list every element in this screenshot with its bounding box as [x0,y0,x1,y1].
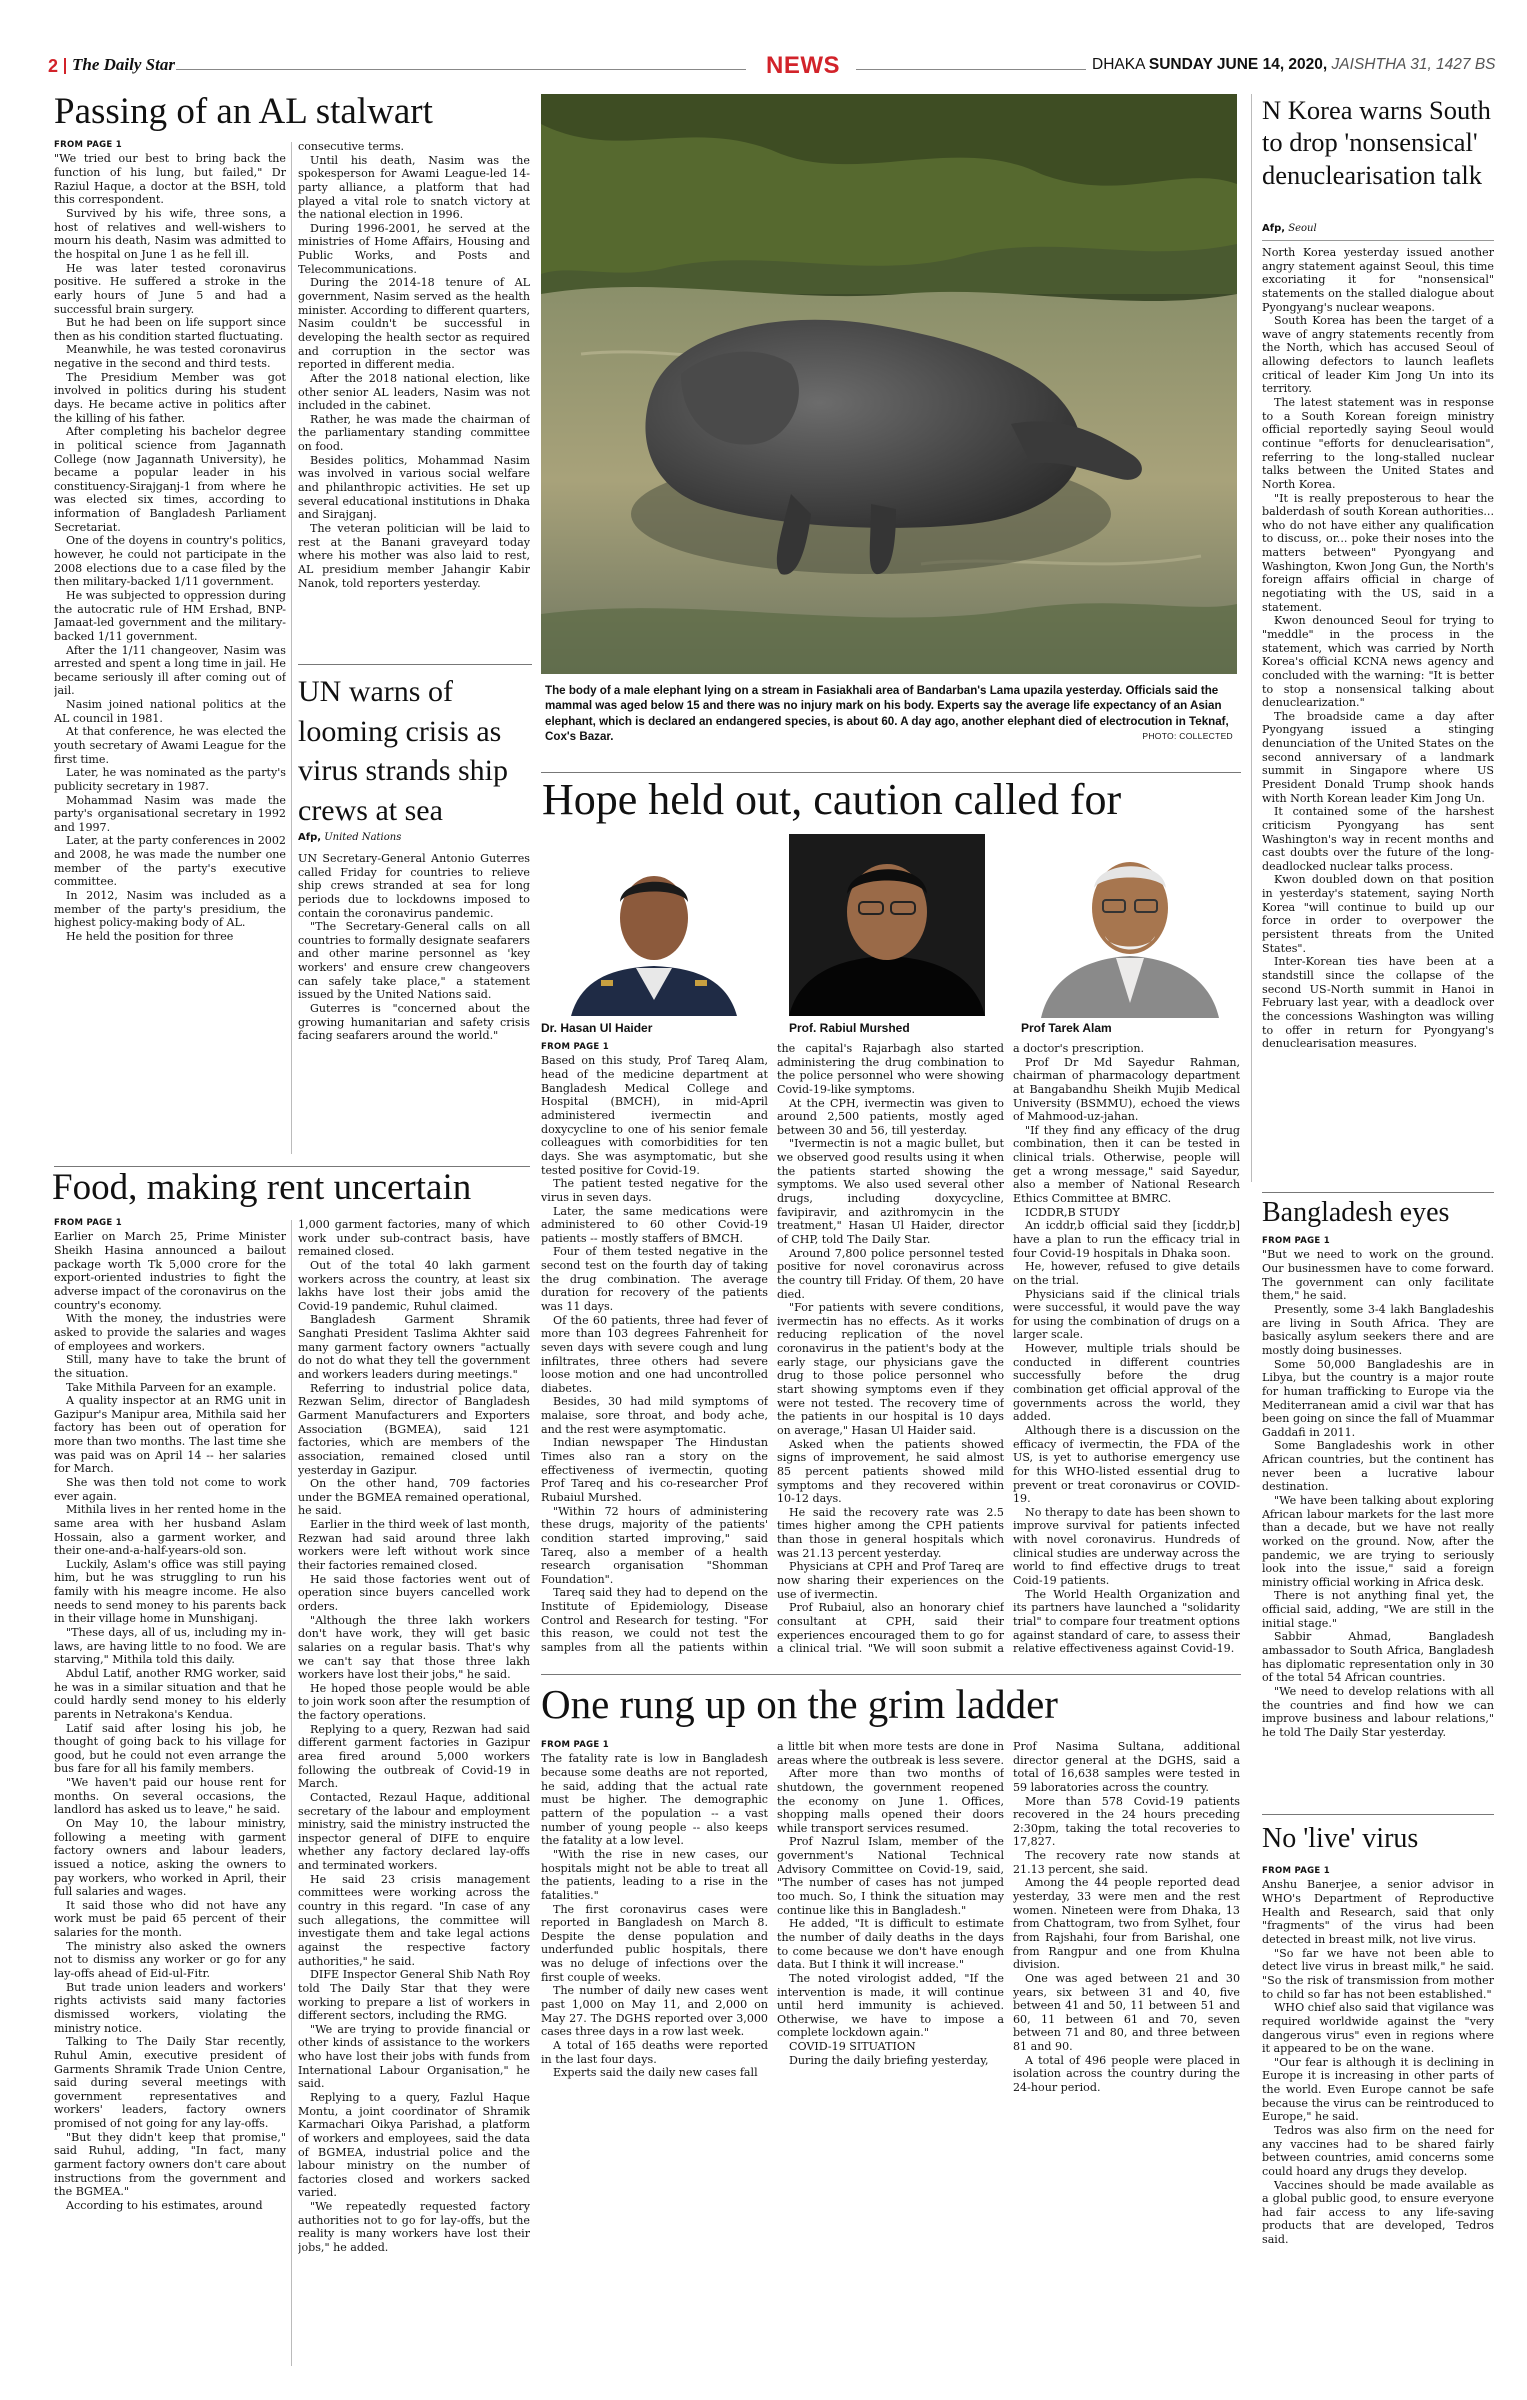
photo-caption-text: The body of a male elephant lying on a stream in Fasiakhali area of Bandarban's Lama upazila yesterday. Officials said the mammal was aged below 15 and there was no injury mark on his body. Experts say the average life expectancy of an Asian elephant, which is declared an endangered species, is about 60. A day ago, another elephant died of electrocution in Teknaf, Cox's Bazar. [545,684,1229,743]
grim-col3 [1013,1740,1240,2366]
paragraph: After the 2018 national election, like other senior AL leaders, Nasim was not included in the cabinet. [298,371,530,413]
paragraph: Referring to industrial police data, Rezwan Selim, director of Bangladesh Garment Manufacturers and Exporters Association (BGMEA), said 121 factories, which are members of the association, remained closed until yesterday in Gazipur. [298,1381,530,1477]
un-crisis-byline [298,832,401,843]
section-rule [298,664,532,665]
food-text-1 [54,1230,286,2212]
from-page-label: FROM PAGE 1 [1262,1236,1330,1246]
paragraph: The ministry also asked the owners not to dismiss any worker or go for any lay-offs ahead of Eid-ul-Fitr. [54,1939,286,1981]
section-rule [541,772,1241,773]
nkorea-byline [1262,223,1317,234]
paragraph: Some 50,000 Bangladeshis are in Libya, but the country is a major route for human trafficking to Europe via the Mediterranean amid a civil war that has been going on since the fall of Muammar Gaddafi in 2011. [1262,1357,1494,1439]
paragraph: WHO chief also said that vigilance was required worldwide against the "very dangerous virus" even in regions where it appeared to be on the wane. [1262,2001,1494,2056]
section-rule [1262,1192,1494,1193]
paragraph: Earlier on March 25, Prime Minister Sheikh Hasina announced a bailout package worth Tk 5,000 crore for the export-oriented industries to fight the adverse impact of the coronavirus on the country's economy. [54,1230,286,1312]
paragraph: "Within 72 hours of administering these drugs, majority of the patients' condition started improving," said Tareq, also a member of a health research organisation "Shomman Foundation". [541,1504,768,1586]
paragraph: the capital's Rajarbagh also started administering the drug combination to the police personnel who were showing Covid-19-like symptoms. [777,1042,1004,1096]
page-header [48,52,1496,82]
paragraph: There is not anything final yet, the official said, adding, "We are still in the initial stage." [1262,1589,1494,1630]
paragraph: "The Secretary-General calls on all countries to formally designate seafarers and other marine personnel as 'key workers' and ensure crew changeovers can safely take place," a statement issued by the United Nations said. [298,920,530,1002]
grim-text-3 [1013,1740,1240,2095]
paragraph: The latest statement was in response to a South Korean foreign ministry official reportedly saying Seoul would continue "efforts for denuclearisation", referring to the long-stalled nuclear talks between the United States and North Korea. [1262,396,1494,491]
al-stalwart-headline: Passing of an AL stalwart [54,91,433,132]
photo-caption [545,683,1233,767]
nkorea-body [1262,246,1494,1188]
paragraph: Later, he was nominated as the party's publicity secretary in 1987. [54,766,286,793]
paragraph: "We are trying to provide financial or other kinds of assistance to the workers who have lost their jobs with funds from International Labour Organisation," he said. [298,2022,530,2091]
no-live-headline: No 'live' virus [1262,1823,1419,1854]
paragraph: COVID-19 SITUATION [789,2040,916,2054]
paragraph: Replying to a query, Fazlul Haque Montu, a joint coordinator of Shramik Karmachari Oikya Parishad, a platform of workers and employees, said the data of BGMEA, industrial police and the labour ministry on the number of factories closed and workers sacked varied. [298,2091,530,2200]
header-divider [64,58,66,74]
portrait-alam [1021,828,1239,1018]
paragraph: It contained some of the harshest criticism Pyongyang has sent Washington's way in recent months and cast doubts over the future of the long-deadlocked nuclear talks process. [1262,805,1494,873]
photo-credit: PHOTO: COLLECTED [1142,730,1233,741]
paragraph: Kwon doubled down on that position in yesterday's statement, saying North Korea "will continue to build up our force in order to overpower the persistent threats from the United States". [1262,873,1494,955]
paragraph: But he had been on life support since then as his condition started fluctuating. [54,316,286,343]
paragraph: Mithila lives in her rented home in the same area with her husband Aslam Hossain, also a garment worker, and their one-and-a-half-years-old son. [54,1503,286,1558]
paragraph: "It is really preposterous to hear the balderdash of south Korean authorities... who do not have either any qualification to discuss, or... poke their noses into the matters between" Pyongyang and Washington, Kwon Jong Gun, the North's foreign affairs official in charge of negotiating with the US, said in a statement. [1262,491,1494,614]
nkorea-text [1262,246,1494,1051]
paragraph: The Presidium Member was got involved in politics during his student days. He became active in politics after the killing of his father. [54,370,286,425]
paragraph: Later, the same medications were administered to 60 other Covid-19 patients -- mostly staffers of BMCH. [541,1204,768,1245]
paragraph: Rather, he was made the chairman of the parliamentary standing committee on food. [298,412,530,454]
paragraph: Out of the total 40 lakh garment workers across the country, at least six lakhs have lost their jobs amid the Covid-19 pandemic, Ruhul claimed. [298,1258,530,1313]
paragraph: Contacted, Rezaul Haque, additional secretary of the labour and employment ministry, said the ministry instructed the inspector general of DIFE to enquire whether any factory declared lay-offs and terminated workers. [298,1790,530,1873]
paragraph: One was aged between 21 and 30 years, six between 31 and 40, five between 41 and 50, 11 between 51 and 60, 11 between 61 and 70, seven between 71 and 80, and three between 81 and 90. [1013,1971,1240,2054]
paragraph: "With the rise in new cases, our hospitals might not be able to treat all the patients, leading to a rise in the fatalities." [541,1847,768,1902]
paragraph: Around 7,800 police personnel tested positive for novel coronavirus across the country till Friday. Of them, 20 have died. [777,1246,1004,1301]
paragraph: Although there is a discussion on the efficacy of ivermectin, the FDA of the US, is yet to authorise emergency use for this WHO-listed essential drug to prevent or treat coronavirus or COVID-19. [1013,1423,1240,1506]
paragraph: However, multiple trials should be conducted in different countries successfully before the drug combination get official approval of the governments across the world, they added. [1013,1342,1240,1424]
paragraph: Bangladesh Garment Shramik Sanghati President Taslima Akhter said many garment factory owners "actually do not do what they tell the government and workers leaders during meetings." [298,1313,530,1382]
paragraph: But trade union leaders and workers' rights activists said many factories dismissed workers, violating the ministry notice. [54,1980,286,2035]
paragraph: Some Bangladeshis work in other African countries, but the continent has never been a lucrative labour destination. [1262,1439,1494,1494]
paragraph: North Korea yesterday issued another angry statement against Seoul, this time excoriating it for "nonsensical" statements on the stalled dialogue about Pyongyang's nuclear weapons. [1262,246,1494,314]
paragraph: a doctor's prescription. [1013,1042,1145,1055]
paragraph: "We repeatedly requested factory authorities not to go for lay-offs, but the reality is many workers have lost their jobs," he added. [298,2200,530,2255]
section-rule [1262,1814,1494,1815]
paragraph: In 2012, Nasim was included as a member of the party's presidium, the highest policy-making body of AL. [54,889,286,930]
paragraph: During the daily briefing yesterday, [789,2053,989,2067]
hope-text-3 [1013,1042,1240,1654]
paragraph: UN Secretary-General Antonio Guterres called Friday for countries to relieve ship crews stranded at sea for long periods due to lockdowns imposed to contain the coronavirus pandemic. [298,852,530,920]
from-page-label: FROM PAGE 1 [541,1740,609,1750]
elephant-photo-image [541,94,1237,674]
paragraph: "But they didn't keep that promise," said Ruhul, adding, "In fact, many garment factory owners don't care about instructions from the government and the BGMEA." [54,2130,286,2199]
from-page-label: FROM PAGE 1 [54,140,122,150]
paragraph: He added, "It is difficult to estimate the number of daily deaths in the days to come because we don't have enough data. But I think it will increase." [777,1917,1004,1972]
paragraph: With the money, the industries were asked to provide the salaries and wages of employees and workers. [54,1312,286,1353]
byline-agency: Afp, [298,832,322,843]
paragraph: "So far we have not been able to detect live virus in breast milk," he said. "So the risk of transmission from mother to child so far has not been established." [1262,1946,1494,2001]
dateline-place: DHAKA [1092,56,1145,73]
paragraph: A total of 165 deaths were reported in the last four days. [541,2038,768,2066]
hope-headline: Hope held out, caution called for [542,775,1122,824]
un-crisis-headline: UN warns of looming crisis as virus strands ship crews at sea [298,675,508,827]
portrait-haider-image [541,840,767,1016]
paragraph: "But we need to work on the ground. Our businessmen have to come forward. The government can only facilitate them," he said. [1262,1248,1494,1303]
paragraph: On May 10, the labour ministry, following a meeting with garment factory owners and labour leaders, issued a notice, asking the owners to pay workers, who worked in April, their full salaries and wages. [54,1817,286,1899]
food-headline: Food, making rent uncertain [52,1167,472,1208]
from-page-label: FROM PAGE 1 [54,1218,122,1228]
paragraph: More than 578 Covid-19 patients recovered in the 24 hours preceding 2:30pm, taking the total recoveries to 17,827. [1013,1794,1240,1849]
food-col1 [54,1218,286,2368]
paragraph: The veteran politician will be laid to rest at the Banani graveyard today where his mother was also laid to rest, AL presidium member Jahangir Kabir Nanok, told reporters yesterday. [298,521,530,590]
paragraph: One of the doyens in country's politics, however, he could not participate in the 2008 elections due to a case filed by the then military-backed 1/11 government. [54,534,286,589]
paragraph: ICDDR,B STUDY [1025,1205,1120,1219]
paragraph: He was later tested coronavirus positive. He suffered a stroke in the early hours of June 5 and had a successful brain surgery. [54,261,286,316]
paragraph: Latif said after losing his job, he thought of going back to his village for good, but he could not even arrange the bus fare for all his family members. [54,1721,286,1776]
paragraph: On the other hand, 709 factories under the BGMEA remained operational, he said. [298,1477,530,1518]
portrait-caption-alam: Prof Tarek Alam [1021,1021,1112,1035]
paragraph: During 1996-2001, he served at the ministries of Home Affairs, Housing and Public Works, and Posts and Telecommunications. [298,221,530,276]
paragraph: At that conference, he was elected the youth secretary of Awami League for the first time. [54,725,286,766]
byline-agency: Afp, [1262,223,1286,234]
paragraph: He, however, refused to give details on the trial. [1013,1260,1240,1287]
paragraph: consecutive terms. [298,140,405,153]
section-rule [541,1674,1241,1675]
paragraph: Replying to a query, Rezwan had said different garment factories in Gazipur area fired around 5,000 workers following the outbreak of Covid-19 in March. [298,1722,530,1791]
paragraph: It said those who did not have any work must be paid 65 percent of their salaries for the month. [54,1898,286,1940]
paragraph: "We need to develop relations with all the countries and find how we can improve business and labour relations," he told The Daily Star yesterday. [1262,1684,1494,1739]
paragraph: Mohammad Nasim was made the party's organisational secretary in 1992 and 1997. [54,793,286,834]
paragraph: Kwon denounced Seoul for trying to "meddle" in the process in the statement, which was carried by North Korea's official KCNA news agency and concluded with the warning: "It is better to stop a nonsensical talking about denuclearization." [1262,614,1494,710]
no-live-text [1262,1878,1494,2246]
section-label: NEWS [766,52,840,79]
page-number: 2 [48,56,59,76]
paragraph: Until his death, Nasim was the spokesperson for Awami League-led 14-party alliance, a platform that had played a vital role to snatch victory at the national election in 1996. [298,153,530,222]
paragraph: South Korea has been the target of a wave of angry statements recently from the North, which has accused Seoul of allowing defectors to launch leaflets critical of leader Kim Jong Un into its territory. [1262,314,1494,396]
paragraph: "Although the three lakh workers don't have work, they will get basic salaries on a regular basis. That's why we can't say that those three lakh workers have lost their jobs," he said. [298,1613,530,1682]
portrait-alam-image [1021,828,1239,1018]
paragraph: Nasim joined national politics at the AL council in 1981. [54,698,286,725]
paragraph: Physicians at CPH and Prof Tareq are now sharing their experiences on the use of ivermectin. [777,1560,1004,1601]
paragraph: An icddr,b official said they [icddr,b] have a plan to run the efficacy trial in four Covid-19 hospitals in Dhaka soon. [1013,1219,1240,1260]
paragraph: Sabbir Ahmad, Bangladesh ambassador to South Africa, Bangladesh has diplomatic representation only in 30 of the total 54 African countries. [1262,1630,1494,1685]
paragraph: Survived by his wife, three sons, a host of relatives and well-wishers to mourn his death, Nasim was admitted to the hospital on June 1 as he fell ill. [54,207,286,261]
paragraph: "These days, all of us, including my in-laws, are having little to no food. We are starving," Mithila told this daily. [54,1626,286,1667]
paragraph: Earlier in the third week of last month, Rezwan had said around three lakh workers were left without work since their factories remained closed. [298,1518,530,1573]
bd-eyes-text [1262,1248,1494,1739]
paragraph: Based on this study, Prof Tareq Alam, head of the medicine department at Bangladesh Medical College and Hospital (BMCH), in mid-April administered ivermectin and doxycycline to one of his senior female colleagues with comorbidities for ten days. She was asymptomatic, but she tested positive for Covid-19. [541,1054,768,1177]
paragraph: Anshu Banerjee, a senior advisor in WHO's Department of Reproductive Health and Research, said that only "fragments" of the virus had been detected in breast milk, not live virus. [1262,1878,1494,1947]
paragraph: According to his estimates, around [66,2198,263,2212]
paragraph: The number of daily new cases went past 1,000 on May 11, and 2,000 on May 27. The DGHS reported over 3,000 cases three days in a row last week. [541,1984,768,2039]
paragraph: A total of 496 people were placed in isolation across the country during the 24-hour period. [1013,2053,1240,2095]
paragraph: A quality inspector at an RMG unit in Gazipur's Manipur area, Mithila said her factory has been out of operation for more than two months. The last time she was paid was on April 14 -- her salaries for March. [54,1394,286,1476]
paragraph: Meanwhile, he was tested coronavirus negative in the second and third tests. [54,343,286,371]
paragraph: Physicians said if the clinical trials were successful, it would pave the way for using the combination of drugs on a larger scale. [1013,1287,1240,1342]
grim-text-2 [777,1740,1004,2067]
paragraph: Prof Nasima Sultana, additional director general at the DGHS, said a total of 16,638 samples were tested in 59 laboratories across the country. [1013,1740,1240,1794]
bd-eyes-body [1262,1236,1494,1808]
grim-headline: One rung up on the grim ladder [541,1681,1058,1727]
paragraph: Tareq said they had to depend on the Institute of Epidemiology, Disease Control and Research for testing. "For this reason, we could not test the samples from all the patients within [541,1586,768,1654]
dateline [1092,56,1496,74]
food-text-2 [298,1218,530,2255]
paragraph: 1,000 garment factories, many of which work under sub-contract basis, have remained closed. [298,1218,530,1259]
header-rule-right [856,69,1086,70]
paragraph: The patient tested negative for the virus in seven days. [541,1177,768,1204]
hope-col1 [541,1042,768,1654]
from-page-label: FROM PAGE 1 [541,1042,609,1052]
grim-col1 [541,1740,768,2366]
paragraph: Four of them tested negative in the second test on the fourth day of taking the drug combination. The average duration for recovery of the patients was 11 days. [541,1245,768,1313]
byline-place: United Nations [324,832,402,843]
paragraph: Asked when the patients showed signs of improvement, he said almost 85 percent patients showed mild symptoms and they recovered within 10-12 days. [777,1437,1004,1506]
column-rule [291,142,292,1154]
paragraph: "We have been talking about exploring African labour markets for the last more than a decade, but we have not really worked on the ground. Now, after the pandemic, we are trying to seriously look into the issue," said a foreign ministry official working in Africa desk. [1262,1493,1494,1589]
paragraph: Inter-Korean ties have been at a standstill since the collapse of the second US-North summit in Hanoi in February last year, with a deadlock over the concessions Washington was willing to offer in return for Pyongyang's denuclearisation measures. [1262,955,1494,1051]
portrait-haider [541,840,767,1016]
paragraph: He hoped those people would be able to join work soon after the resumption of the factory operations. [298,1681,530,1723]
hope-text-2 [777,1042,1004,1654]
portrait-murshed [789,834,985,1016]
paragraph: The noted virologist added, "If the intervention is made, it will continue until herd immunity is achieved. Otherwise, we have to impose a complete lockdown again." [777,1971,1004,2040]
bd-eyes-headline: Bangladesh eyes [1262,1197,1450,1228]
byline-place: Seoul [1288,223,1317,234]
hope-col3 [1013,1042,1240,1654]
paragraph: DIFE Inspector General Shib Nath Roy told The Daily Star that they were working to prepare a list of workers in different sectors, including the RMG. [298,1968,530,2023]
paragraph: a little bit when more tests are done in areas where the outbreak is less severe. [777,1740,1004,1767]
portrait-caption-haider: Dr. Hasan Ul Haider [541,1021,653,1035]
portrait-caption-murshed: Prof. Rabiul Murshed [789,1021,910,1035]
paragraph: The first coronavirus cases were reported in Bangladesh on March 8. Despite the dense population and underfunded public hospitals, there was no deluge of infections over the first couple of weeks. [541,1902,768,1984]
paragraph: The recovery rate now stands at 21.13 percent, she said. [1013,1849,1240,1876]
al-stalwart-text-1 [54,152,286,943]
paragraph: Guterres is "concerned about the growing humanitarian and safety crisis facing seafarers around the world." [298,1002,530,1043]
elephant-photo [541,94,1237,674]
al-stalwart-col1 [54,140,286,1162]
paragraph: Luckily, Aslam's office was still paying him, but he was struggling to run his family with his meagre income. He also needs to send money to his parents back in their village home in Munshiganj. [54,1557,286,1626]
hope-col2 [777,1042,1004,1654]
paper-logo: The Daily Star [72,55,175,74]
nkorea-headline: N Korea warns South to drop 'nonsensical' denuclearisation talk [1262,95,1491,190]
portrait-murshed-image [789,834,985,1016]
paragraph: After completing his bachelor degree in political science from Jagannath College (now Jagannath University), he became a popular leader in his constituency-Sirajganj-1 from where he was elected six times, according to information of Bangladesh Parliament Secretariat. [54,425,286,534]
column-rule [291,1220,292,2366]
paragraph: He said those factories went out of operation since buyers cancelled work orders. [298,1572,530,1613]
paragraph: He said the recovery rate was 2.5 times higher among the CPH patients than those in general hospitals which was 21.13 percent yesterday. [777,1505,1004,1560]
paragraph: "Our fear is although it is declining in Europe it is increasing in other parts of the world. Even Europe cannot be safe because the virus can be reintroduced to Europe," he said. [1262,2055,1494,2124]
paragraph: "We tried our best to bring back the function of his lung, but failed," Dr Raziul Haque, a doctor at the BSH, told this correspondent. [54,152,286,207]
grim-col2 [777,1740,1004,2366]
paragraph: "Ivermectin is not a magic bullet, but we observed good results using it when the patients started showing the symptoms. We also used several other drugs, including doxycycline, favipiravir, and azithromycin in the treatment," Hasan Ul Haider, director of CHP, told The Daily Star. [777,1137,1004,1246]
paragraph: Of the 60 patients, three had fever of more than 103 degrees Fahrenheit for seven days with severe cough and lung infiltrates, three others had severe loose motion and one had uncontrolled diabetes. [541,1313,768,1395]
dateline-bangla: JAISHTHA 31, 1427 BS [1331,56,1496,73]
paragraph: "We haven't paid our house rent for months. On several occasions, the landlord has asked us to leave," he said. [54,1776,286,1817]
hope-text-1 [541,1054,768,1654]
food-col2 [298,1218,530,2368]
paragraph: Besides politics, Mohammad Nasim was involved in various social welfare and philanthropic activities. He set up several educational institutions in Dhaka and Sirajganj. [298,453,530,522]
paragraph: Talking to The Daily Star recently, Ruhul Amin, executive president of Garments Shramik Trade Union Centre, said during several meetings with government representatives and workers' leaders, factory owners promised of not going for any lay-offs. [54,2035,286,2131]
paragraph: At the CPH, ivermectin was given to around 2,500 patients, mostly aged between 30 and 56, till yesterday. [777,1096,1004,1137]
paragraph: Among the 44 people reported dead yesterday, 33 were men and the rest women. Nineteen were from Dhaka, 13 from Chattogram, two from Sylhet, four from Rajshahi, four from Barishal, one from Rangpur and one from Khulna division. [1013,1876,1240,1972]
paragraph: Prof Nazrul Islam, member of the government's National Technical Advisory Committee on Covid-19, said, "The number of cases has not jumped too much. So, I think the situation may continue like this in Bangladesh." [777,1835,1004,1917]
paragraph: He held the position for three [66,929,234,943]
grim-text-1 [541,1752,768,2079]
paragraph: Vaccines should be made available as a global public good, to ensure everyone had fair access to any life-saving products that are developed, Tedros said. [1262,2178,1494,2247]
paragraph: After the 1/11 changeover, Nasim was arrested and spent a long time in jail. He became seriously ill after coming out of jail. [54,643,286,698]
paragraph: Experts said the daily new cases fall [553,2066,758,2080]
paragraph: The World Health Organization and its partners have launched a "solidarity trial" to compare four treatment options against standard of care, to assess their relative effectiveness against Covid-19. [1013,1587,1240,1654]
paragraph: The fatality rate is low in Bangladesh because some deaths are not reported, he said, adding that the actual rate must be higher. The demographic pattern of the population -- a vast number of young people -- also keeps the fatality at a low level. [541,1752,768,1848]
paragraph: Later, at the party conferences in 2002 and 2008, he was made the number one member of the party's executive committee. [54,834,286,889]
paragraph: Indian newspaper The Hindustan Times also ran a story on the effectiveness of ivermectin, quoting Prof Tareq and his co-researcher Prof Rubaiul Murshed. [541,1436,768,1504]
paragraph: Take Mithila Parveen for an example. [66,1380,277,1394]
no-live-body [1262,1866,1494,2366]
paragraph: He said 23 crisis management committees were working across the country in this regard. "In case of any such allegations, the committee will investigate them and take legal actions against the respective factory authorities," he said. [298,1872,530,1968]
paragraph: After more than two months of shutdown, the government reopened the economy on June 1. Offices, shopping malls opened their doors while transport services resumed. [777,1767,1004,1835]
paragraph: Still, many have to take the brunt of the situation. [54,1353,286,1380]
paragraph: No therapy to date has been shown to improve survival for patients infected with novel coronavirus. Hundreds of clinical studies are underway across the world to find effective drugs to treat Coid-19 patients. [1013,1505,1240,1587]
al-stalwart-col2 [298,140,530,652]
dateline-date: SUNDAY JUNE 14, 2020, [1148,56,1328,73]
paragraph: Tedros was also firm on the need for any vaccines had to be shared fairly between countries, amid concerns some could hoard any drugs they develop. [1262,2123,1494,2178]
section-rule [1262,240,1494,241]
paragraph: "If they find any efficacy of the drug combination, then it can be tested in clinical trials. Otherwise, people will get a wrong message," said Sayedur, also a member of National Research Ethics Committee at BMRC. [1013,1123,1240,1206]
al-stalwart-text-2 [298,140,530,590]
paragraph: Prof Rubaiul, also an honorary chief consultant at CPH, said their experiences encouraged them to go for a clinical trial. "We will soon submit a [777,1601,1004,1654]
from-page-label: FROM PAGE 1 [1262,1866,1330,1876]
paragraph: "For patients with severe conditions, ivermectin has no effects. As it works reducing replication of the novel coronavirus in the patient's body at the early stage, our physicians gave the drug to those police personnel who start showing symptoms even if they were not tested. The recovery time of the patients in our hospital is 10 days on average," Hasan Ul Haider said. [777,1301,1004,1437]
paragraph: During the 2014-18 tenure of AL government, Nasim served as the health minister. According to different quarters, Nasim couldn't be successful in developing the health sector as required and corruption in the sector was reported in different media. [298,276,530,372]
un-crisis-body [298,852,530,1157]
un-crisis-text [298,852,530,1043]
paragraph: Besides, 30 had mild symptoms of malaise, sore throat, and body ache, and the rest were asymptomatic. [541,1395,768,1436]
paragraph: Prof Dr Md Sayedur Rahman, chairman of pharmacology department at Bangabandhu Sheikh Mujib Medical University (BSMMU), echoed the views of Mahmood-uz-jahan. [1013,1055,1240,1124]
paragraph: He was subjected to oppression during the autocratic rule of HM Ershad, BNP-Jamaat-led government and the military-backed 1/11 government. [54,588,286,643]
paragraph: She was then told not come to work ever again. [54,1475,286,1503]
header-rule-left [176,69,746,70]
paragraph: The broadside came a day after Pyongyang issued a stinging denunciation of the United States on the second anniversary of a landmark summit in Singapore where US President Donald Trump shook hands with North Korean leader Kim Jong Un. [1262,709,1494,805]
paragraph: Abdul Latif, another RMG worker, said he was in a similar situation and that he could hardly send money to his elderly parents in Netrakona's Kendua. [54,1666,286,1721]
paragraph: Presently, some 3-4 lakh Bangladeshis are living in South Africa. They are basically asylum seekers there and are mostly doing businesses. [1262,1303,1494,1357]
column-rule [1251,94,1252,1182]
